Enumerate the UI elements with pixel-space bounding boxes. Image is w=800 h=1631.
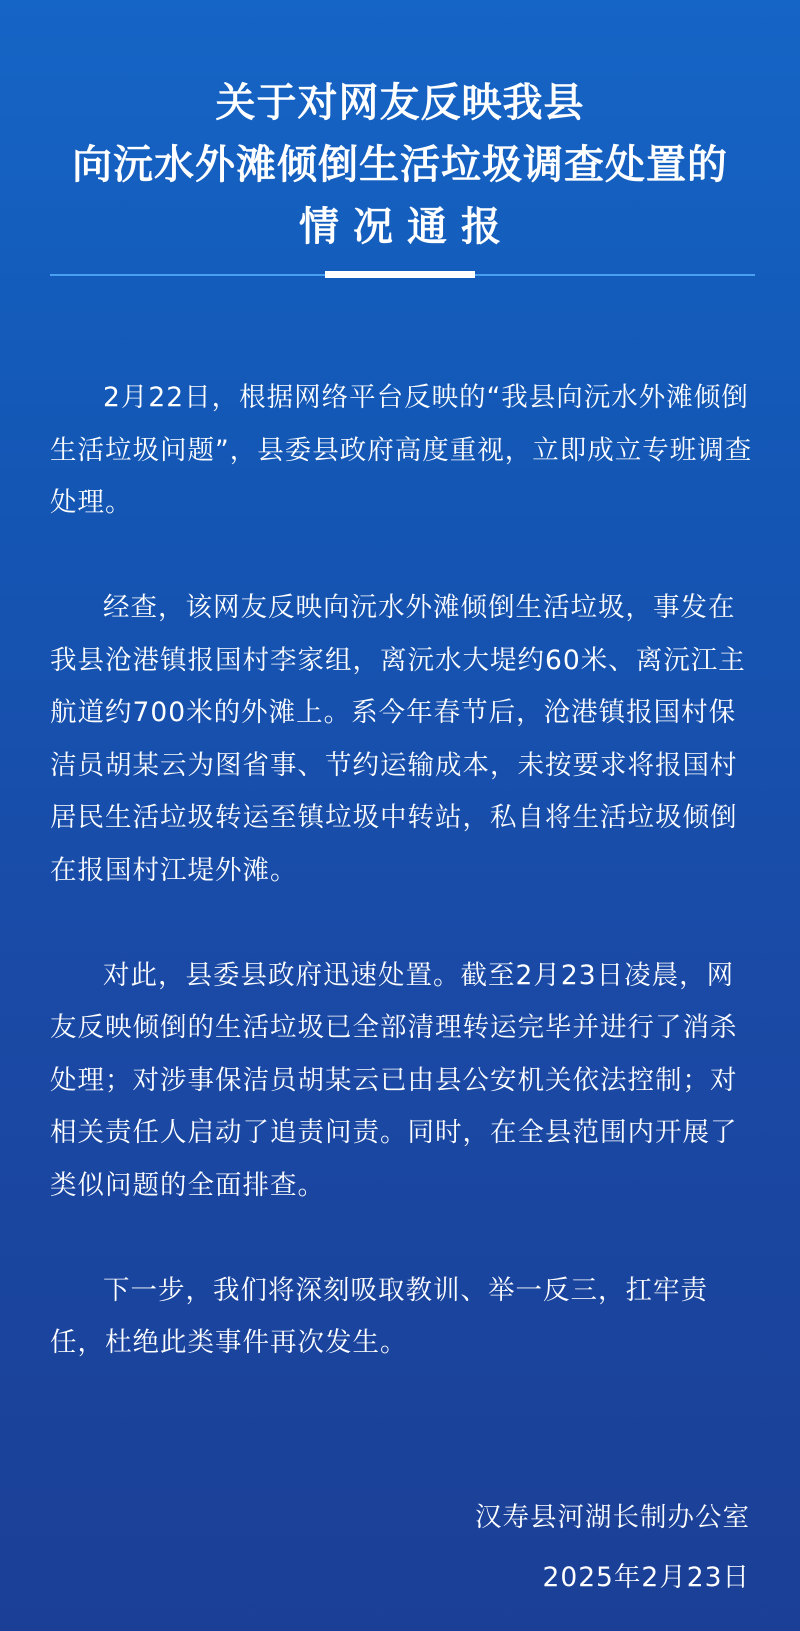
issuer-name: 汉寿县河湖长制办公室 [475, 1502, 750, 1533]
notice-title [0, 72, 800, 258]
issue-date: 2025年2月23日 [542, 1562, 750, 1593]
paragraph-1: 2月22日，根据网络平台反映的“我县向沅水外滩倾倒生活垃圾问题”，县委县政府高度重视，立即成立专班调查处理。 [50, 382, 753, 518]
title-line-1: 关于对网友反映我县 [215, 79, 585, 126]
paragraph-2: 经查，该网友反映向沅水外滩倾倒生活垃圾，事发在我县沧港镇报国村李家组，离沅水大堤约60米、离沅江主航道约700米的外滩上。系今年春节后，沧港镇报国村保洁员胡某云为图省事、节约运输成本，未按要求将报国村居民生活垃圾转运至镇垃圾中转站，私自将生活垃圾倾倒在报国村江堤外滩。 [50, 592, 746, 886]
title-line-3: 情况通报 [299, 203, 515, 250]
paragraph-3: 对此，县委县政府迅速处置。截至2月23日凌晨，网友反映倾倒的生活垃圾已全部清理转运完毕并进行了消杀处理；对涉事保洁员胡某云已由县公安机关依法控制；对相关责任人启动了追责问责。同时，在全县范围内开展了类似问题的全面排查。 [50, 959, 738, 1201]
paragraph-4: 下一步，我们将深刻吸取教训、举一反三，扛牢责任，杜绝此类事件再次发生。 [50, 1274, 708, 1358]
notice-body [50, 372, 755, 1422]
signature-block [475, 1488, 750, 1608]
title-divider-accent [325, 271, 475, 278]
title-line-2: 向沅水外滩倾倒生活垃圾调查处置的 [72, 141, 728, 188]
